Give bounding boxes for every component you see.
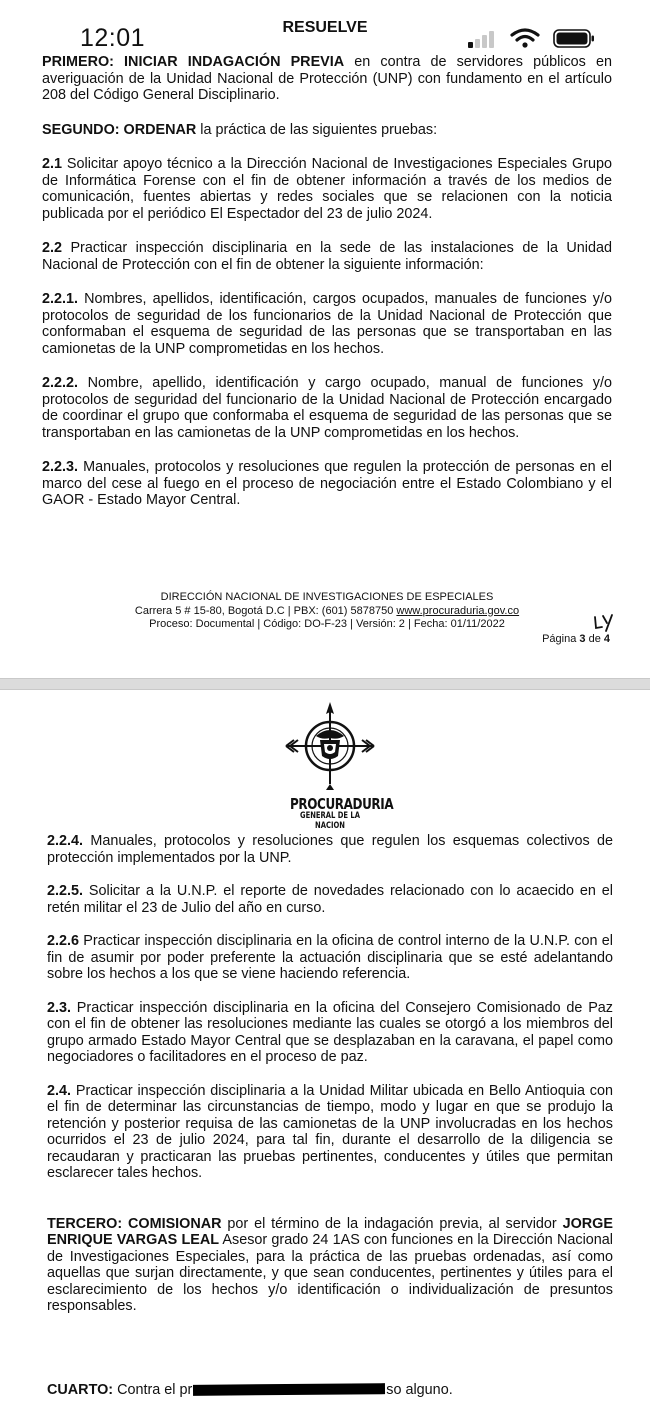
paragraph-tercero: TERCERO: COMISIONAR por el término de la indagación previa, al servidor JORGE ENRIQUE VARGAS LEAL Asesor grado 24 1AS con funciones en la Dirección Nacional de Investigaciones Especiales, para la práctica de las pruebas ordenadas, así como aquellas que surjan directamente, y que sean conducentes, pertinentes y útiles para el esclarecimiento de los hechos y/o identificación o individualización de presuntos responsables. <box>47 1215 613 1314</box>
footer-address: Carrera 5 # 15-80, Bogotá D.C | PBX: (601) 5878750 www.procuraduria.gov.co <box>134 604 520 617</box>
paragraph-cuarto: CUARTO: Contra el pr so alguno. <box>47 1382 453 1398</box>
paragraph-segundo: SEGUNDO: ORDENAR la práctica de las siguientes pruebas: <box>42 121 438 138</box>
footer-process: Proceso: Documental | Código: DO-F-23 | Versión: 2 | Fecha: 01/11/2022 <box>149 618 505 630</box>
footer-office: DIRECCIÓN NACIONAL DE INVESTIGACIONES DE ESPECIALES <box>160 591 494 603</box>
paragraph-primero: PRIMERO: INICIAR INDAGACIÓN PREVIA en contra de servidores públicos en averiguación de la Unidad Nacional de Protección (UNP) con fundamento en el artículo 208 del Código General Disciplinario. <box>42 54 612 103</box>
coat-of-arms-icon <box>280 700 380 792</box>
paragraph-item-2-2-1: 2.2.1. Nombres, apellidos, identificación, cargos ocupados, manuales de funciones y/o protocolos de seguridad de los funcionarios de la Unidad Nacional de Protección que conformaban el esquema de seguridad de las personas que se transportaban en las camionetas de la UNP comprometidas en los hechos. <box>42 291 612 357</box>
paragraph-item-2-4: 2.4. Practicar inspección disciplinaria a la Unidad Militar ubicada en Bello Antioquia con el fin de determinar las circunstancias de tiempo, modo y lugar en que se produjo la retención y posterior requisa de las camionetas de la UNP involucradas en los hechos ocurridos el 23 de julio 2024, para tal fin, durante el desarrollo de la diligencia se recaudaran y practicaran las pruebas pertinentes, conducentes y útiles que permitan esclarecer tales hechos. <box>47 1082 613 1181</box>
footer-url-link[interactable]: www.procuraduria.gov.co <box>396 604 520 617</box>
paragraph-item-2-2-4: 2.2.4. Manuales, protocolos y resoluciones que regulen los esquemas colectivos de protección implementados por la UNP. <box>47 833 613 866</box>
paragraph-item-2-2-5: 2.2.5. Solicitar a la U.N.P. el reporte de novedades relacionado con lo acaecido en el retén militar el 23 de Julio del año en curso. <box>47 883 613 916</box>
page-footer <box>42 591 612 632</box>
procuraduria-seal <box>280 700 394 831</box>
paragraph-item-2-2-3: 2.2.3. Manuales, protocolos y resoluciones que regulen la protección de personas en el marco del cese al fuego en el proceso de negociación entre el Estado Colombiano y el GAOR - Estado Mayor Central. <box>42 459 612 508</box>
handwritten-initials-icon <box>592 612 616 636</box>
status-bar <box>0 0 650 56</box>
document-page-4 <box>47 833 613 1332</box>
seal-title: PROCURADURIA <box>290 795 394 813</box>
paragraph-item-2-2-6: 2.2.6 Practicar inspección disciplinaria en la oficina de control interno de la U.N.P. con el fin de asumir por poder preferente la actuación disciplinaria que se esté adelantando sobre los hechos a los que se viene haciendo referencia. <box>47 933 613 982</box>
paragraph-item-2-2-2: 2.2.2. Nombre, apellido, identificación y cargo ocupado, manual de funciones y/o protocolos de seguridad del funcionario de la Unidad Nacional de Protección encargado de coordinar el grupo que conformaba el esquema de seguridad de las personas que se transportaban en las camionetas de la UNP comprometidas en los hechos. <box>42 375 612 441</box>
paragraph-item-2-3: 2.3. Practicar inspección disciplinaria en la oficina del Consejero Comisionado de Paz con el fin de obtener las resoluciones mediante las cuales se otorgó a los miembros del grupo armado Estado Mayor Central que se desplazaban en la caravana, el papel como negociadores o facilitadores en el proceso de paz. <box>47 999 613 1065</box>
clock: 12:01 <box>80 24 146 52</box>
resolution-heading: RESUELVE <box>282 19 368 36</box>
page-separator <box>0 678 650 690</box>
wifi-icon <box>510 28 540 48</box>
paragraph-item-2-2: 2.2 Practicar inspección disciplinaria en la sede de las instalaciones de la Unidad Nacional de Protección con el fin de obtener la siguiente información: <box>42 240 612 273</box>
battery-icon <box>553 29 595 48</box>
seal-subtitle: GENERAL DE LA NACION <box>299 811 361 831</box>
paragraph-item-2-1: 2.1 Solicitar apoyo técnico a la Dirección Nacional de Investigaciones Especiales Grupo de Informática Forense con el fin de obtener información a través de los medios de comunicación, fuentes abiertas y redes sociales que se relacionen con la noticia publicada por el periódico El Espectador del 23 de julio 2024. <box>42 156 612 222</box>
redaction-mark <box>193 1383 385 1396</box>
page-number: Página 3 de 4 <box>542 633 610 645</box>
cellular-signal-icon <box>468 30 498 48</box>
document-page-3 <box>42 54 612 527</box>
